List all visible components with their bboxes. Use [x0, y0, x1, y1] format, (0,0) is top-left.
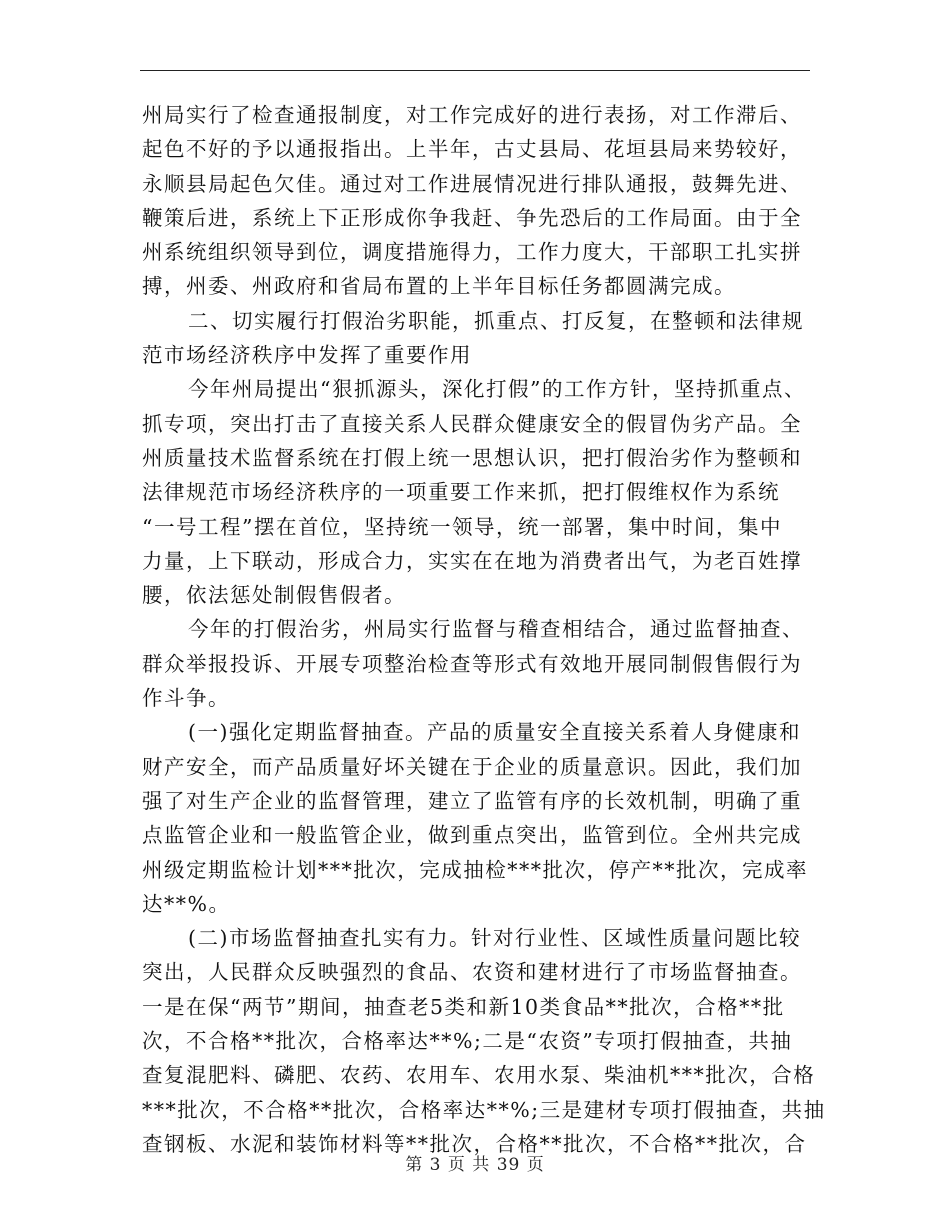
text-line: (二)市场监督抽查扎实有力。针对行业性、区域性质量问题比较	[188, 926, 801, 951]
text-line: 查钢板、水泥和装饰材料等**批次，合格**批次，不合格**批次，合	[142, 1131, 807, 1156]
header-rule	[140, 70, 810, 71]
text-line: 鞭策后进，系统上下正形成你争我赶、争先恐后的工作局面。由于全	[142, 205, 802, 230]
text-line: 作斗争。	[142, 686, 230, 711]
text-line: 财产安全，而产品质量好坏关键在于企业的质量意识。因此，我们加	[142, 754, 802, 779]
document-body	[142, 98, 826, 1161]
text-line: 州级定期监检计划***批次，完成抽检***批次，停产**批次，完成率	[142, 857, 808, 882]
text-line: ***批次，不合格**批次，合格率达**%;三是建材专项打假抽查，共抽	[142, 1097, 826, 1122]
text-line: “一号工程”摆在首位，坚持统一领导，统一部署，集中时间，集中	[142, 514, 782, 539]
text-line: 次，不合格**批次，合格率达**%;二是“农资”专项打假抽查，共抽	[142, 1029, 793, 1054]
text-line: 抓专项，突出打击了直接关系人民群众健康安全的假冒伪劣产品。全	[142, 411, 802, 436]
text-line: 今年州局提出“狠抓源头，深化打假”的工作方针，坚持抓重点、	[188, 377, 806, 402]
text-line: 点监管企业和一般监管企业，做到重点突出，监管到位。全州共完成	[142, 823, 802, 848]
text-line: 力量，上下联动，形成合力，实实在在地为消费者出气，为老百姓撑	[142, 548, 802, 573]
text-line: 突出，人民群众反映强烈的食品、农资和建材进行了市场监督抽查。	[142, 960, 802, 985]
text-line: 群众举报投诉、开展专项整治检查等形式有效地开展同制假售假行为	[142, 651, 802, 676]
page-footer: 第 3 页 共 39 页	[405, 1155, 545, 1175]
text-line: 州质量技术监督系统在打假上统一思想认识，把打假治劣作为整顿和	[142, 445, 802, 470]
text-line: 查复混肥料、磷肥、农药、农用车、农用水泵、柴油机***批次，合格	[142, 1063, 816, 1088]
text-line: (一)强化定期监督抽查。产品的质量安全直接关系着人身健康和	[188, 720, 801, 745]
text-line: 州局实行了检查通报制度，对工作完成好的进行表扬，对工作滞后、	[142, 103, 802, 127]
text-line: 一是在保“两节”期间，抽查老5类和新10类食品**批次，合格**批	[142, 994, 785, 1019]
text-line: 强了对生产企业的监督管理，建立了监管有序的长效机制，明确了重	[142, 788, 802, 813]
text-line: 二、切实履行打假治劣职能，抓重点、打反复，在整顿和法律规	[188, 308, 804, 333]
text-line: 范市场经济秩序中发挥了重要作用	[142, 343, 472, 368]
text-line: 永顺县局起色欠佳。通过对工作进展情况进行排队通报，鼓舞先进、	[142, 171, 802, 196]
text-line: 法律规范市场经济秩序的一项重要工作来抓，把打假维权作为系统	[142, 480, 780, 505]
text-line: 起色不好的予以通报指出。上半年，古丈县局、花垣县局来势较好，	[142, 137, 802, 162]
text-line: 搏，州委、州政府和省局布置的上半年目标任务都圆满完成。	[142, 274, 736, 299]
text-line: 腰，依法惩处制假售假者。	[142, 583, 406, 608]
text-line: 达**%。	[142, 891, 231, 916]
text-line: 今年的打假治劣，州局实行监督与稽查相结合，通过监督抽查、	[188, 617, 804, 642]
text-line: 州系统组织领导到位，调度措施得力，工作力度大，干部职工扎实拼	[142, 240, 802, 265]
